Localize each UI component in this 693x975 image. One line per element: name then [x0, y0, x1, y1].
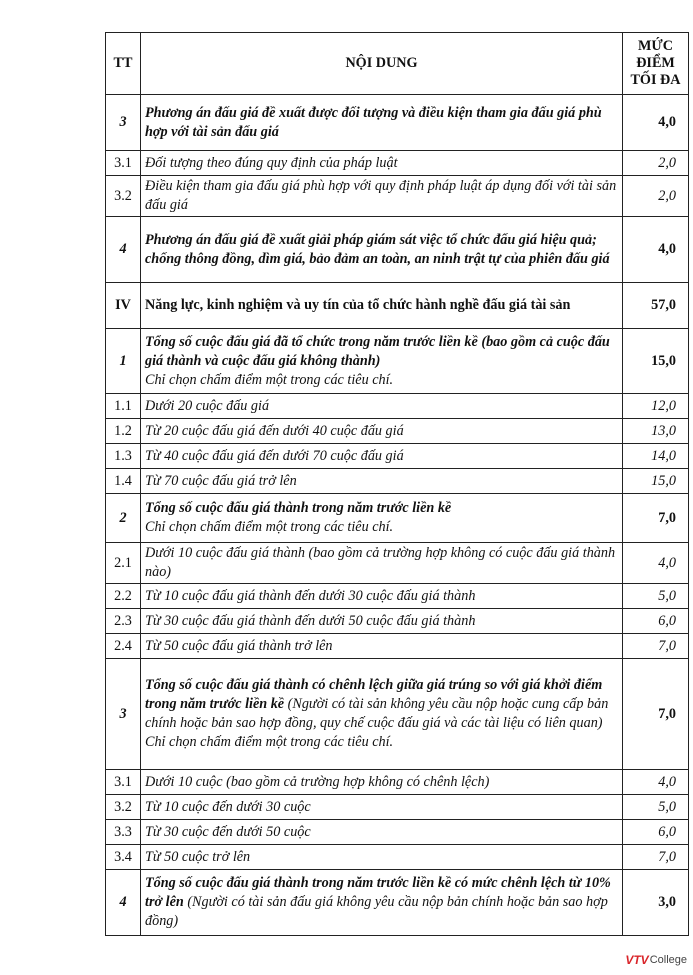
- header-points: MỨC ĐIỂM TỐI ĐA: [623, 33, 689, 95]
- table-row: 1.1 Dưới 20 cuộc đấu giá 12,0: [106, 394, 689, 419]
- table-row: 3 Phương án đấu giá đề xuất được đối tượng và điều kiện tham gia đấu giá phù hợp với tài sản đấu giá 4,0: [106, 95, 689, 151]
- table-row: 4 Tổng số cuộc đấu giá thành trong năm trước liền kề có mức chênh lệch từ 10% trở lên (Người có tài sản đấu giá không yêu cầu nộp bản chính hoặc bản sao hợp đồng) 3,0: [106, 870, 689, 936]
- table-row: 2.4 Từ 50 cuộc đấu giá thành trở lên 7,0: [106, 634, 689, 659]
- table-row: 4 Phương án đấu giá đề xuất giải pháp giám sát việc tổ chức đấu giá hiệu quả; chống thông đồng, dìm giá, bảo đảm an toàn, an ninh trật tự của phiên đấu giá 4,0: [106, 217, 689, 283]
- header-content: NỘI DUNG: [141, 33, 623, 95]
- table-row: 3.1 Đối tượng theo đúng quy định của pháp luật 2,0: [106, 151, 689, 176]
- table-row: IV Năng lực, kinh nghiệm và uy tín của tổ chức hành nghề đấu giá tài sản 57,0: [106, 283, 689, 329]
- logo-brand: VTV: [625, 953, 649, 967]
- table-row: 1.4 Từ 70 cuộc đấu giá trở lên 15,0: [106, 469, 689, 494]
- table-row: 3.2 Điều kiện tham gia đấu giá phù hợp với quy định pháp luật áp dụng đối với tài sản đấu giá 2,0: [106, 176, 689, 217]
- table-row: 2.3 Từ 30 cuộc đấu giá thành đến dưới 50 cuộc đấu giá thành 6,0: [106, 609, 689, 634]
- table-row: 3.1 Dưới 10 cuộc (bao gồm cả trường hợp không có chênh lệch) 4,0: [106, 770, 689, 795]
- table-row: 1 Tổng số cuộc đấu giá đã tổ chức trong năm trước liền kề (bao gồm cả cuộc đấu giá thành và cuộc đấu giá không thành) Chỉ chọn chấm điểm một trong các tiêu chí. 15,0: [106, 329, 689, 394]
- logo-suffix: College: [649, 954, 687, 966]
- table-row: 2.2 Từ 10 cuộc đấu giá thành đến dưới 30 cuộc đấu giá thành 5,0: [106, 584, 689, 609]
- table-row: 3 Tổng số cuộc đấu giá thành có chênh lệch giữa giá trúng so với giá khởi điểm trong năm trước liền kề (Người có tài sản không yêu cầu nộp hoặc cung cấp bản chính hoặc bản sao hợp đồng, quy chế cuộc đấu giá và các tài liệu có liên quan) Chỉ chọn chấm điểm một trong các tiêu chí. 7,0: [106, 659, 689, 770]
- table-row: 1.3 Từ 40 cuộc đấu giá đến dưới 70 cuộc đấu giá 14,0: [106, 444, 689, 469]
- table-row: 1.2 Từ 20 cuộc đấu giá đến dưới 40 cuộc đấu giá 13,0: [106, 419, 689, 444]
- table-row: 3.3 Từ 30 cuộc đến dưới 50 cuộc 6,0: [106, 820, 689, 845]
- vtv-college-logo: [625, 953, 687, 967]
- table-row: 3.4 Từ 50 cuộc trở lên 7,0: [106, 845, 689, 870]
- scoring-table: [105, 32, 689, 936]
- header-tt: TT: [106, 33, 141, 95]
- table-row: 3.2 Từ 10 cuộc đến dưới 30 cuộc 5,0: [106, 795, 689, 820]
- table-header-row: [106, 33, 689, 95]
- table-row: 2 Tổng số cuộc đấu giá thành trong năm trước liền kề Chỉ chọn chấm điểm một trong các tiêu chí. 7,0: [106, 494, 689, 543]
- table-row: 2.1 Dưới 10 cuộc đấu giá thành (bao gồm cả trường hợp không có cuộc đấu giá thành nào) 4,0: [106, 543, 689, 584]
